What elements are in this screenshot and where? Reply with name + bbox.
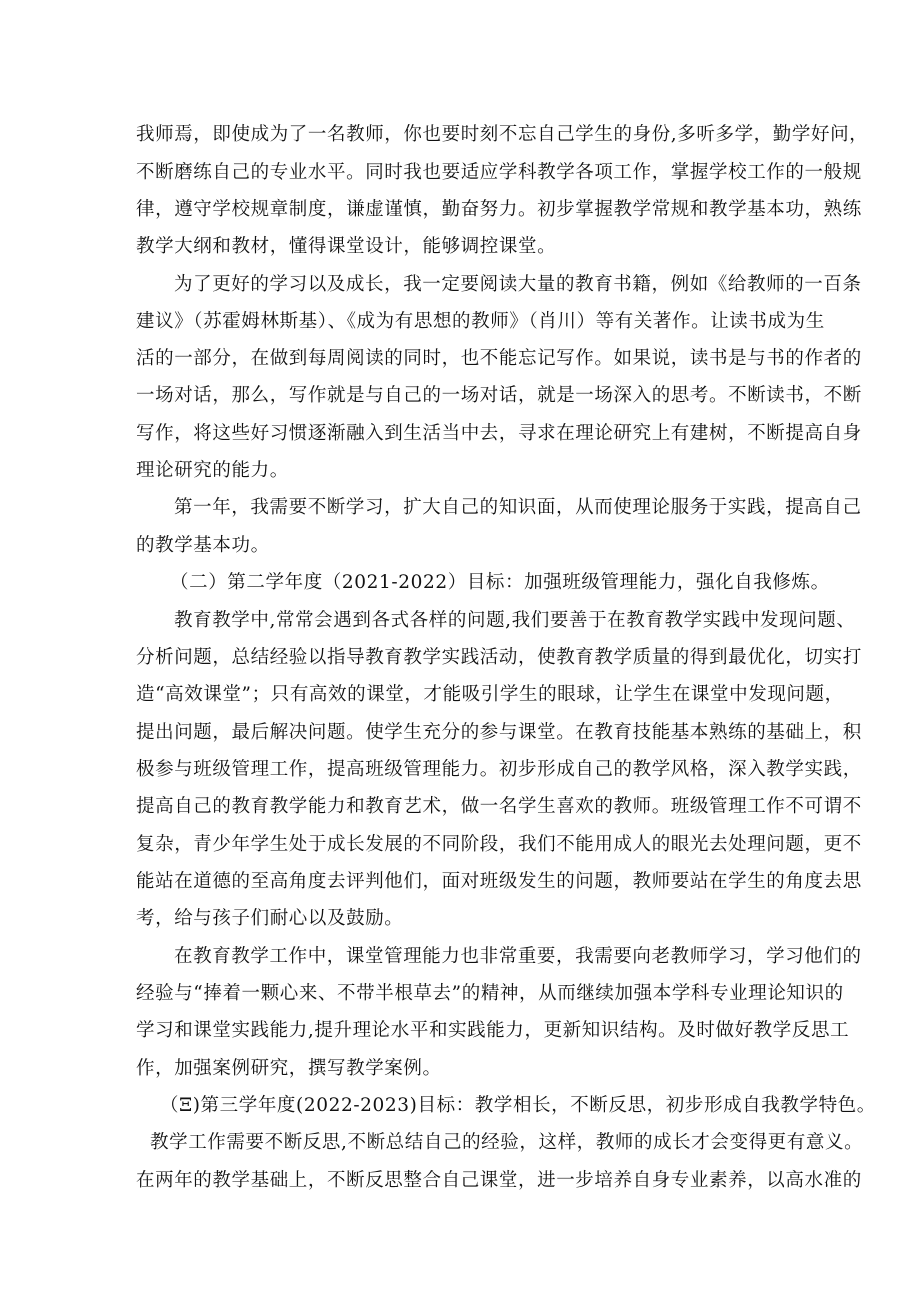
line-20: 复杂，青少年学生处于成长发展的不同阶段，我们不能用成人的眼光去处理问题，更不 [136,834,862,855]
line-2: 不断磨练自己的专业水平。同时我也要适应学科教学各项工作，掌握学校工作的一般规 [136,162,862,183]
line-22: 考，给与孩子们耐心以及鼓励。 [136,908,404,929]
line-23: 在教育教学工作中，课堂管理能力也非常重要，我需要向老教师学习，学习他们的 [174,946,862,967]
line-25: 学习和课堂实践能力,提升理论水平和实践能力，更新知识结构。及时做好教学反思工 [136,1020,850,1041]
line-27: （Ξ)第三学年度(2022-2023)目标：教学相长，不断反思，初步形成自我教学特色。 [160,1095,876,1116]
line-1: 我师焉，即使成为了一名教师，你也要时刻不忘自己学生的身份,多听多学，勤学好问， [136,124,869,145]
line-16: 造“高效课堂”；只有高效的课堂，才能吸引学生的眼球，让学生在课堂中发现问题， [136,684,844,705]
line-24: 经验与“捧着一颗心来、不带半根草去”的精神，从而继续加强本学科专业理论知识的 [136,983,844,1004]
line-18: 极参与班级管理工作，提高班级管理能力。初步形成自己的教学风格，深入教学实践， [136,759,862,780]
line-19: 提高自己的教育教学能力和教育艺术，做一名学生喜欢的教师。班级管理工作不可谓不 [136,796,862,817]
line-29: 在两年的教学基础上，不断反思整合自己课堂，进一步培养自身专业素养，以高水准的 [136,1170,862,1191]
line-9: 写作，将这些好习惯逐渐融入到生活当中去，寻求在理论研究上有建树，不断提高自身 [136,423,862,444]
line-26: 作，加强案例研究，撰写教学案例。 [136,1058,442,1079]
line-14: 教育教学中,常常会遇到各式各样的问题,我们要善于在教育教学实践中发现问题、 [174,610,856,631]
line-15: 分析问题，总结经验以指导教育教学实践活动，使教育教学质量的得到最优化，切实打 [136,647,862,668]
line-3: 律，遵守学校规章制度，谦虚谨慎，勤奋努力。初步掌握教学常规和教学基本功，熟练 [136,199,862,220]
line-7: 活的一部分，在做到每周阅读的同时，也不能忘记写作。如果说，读书是与书的作者的 [136,348,862,369]
line-6: 建议》（苏霍姆林斯基）、《成为有思想的教师》（肖川）等有关著作。让读书成为生 [136,311,825,332]
line-12: 的教学基本功。 [136,535,270,556]
line-21: 能站在道德的至高角度去评判他们，面对班级发生的问题，教师要站在学生的角度去思 [136,871,862,892]
line-5: 为了更好的学习以及成长，我一定要阅读大量的教育书籍，例如《给教师的一百条 [174,274,862,295]
line-11: 第一年，我需要不断学习，扩大自己的知识面，从而使理论服务于实践，提高自己 [174,497,862,518]
line-13: （二）第二学年度（2021-2022）目标：加强班级管理能力，强化自我修炼。 [170,572,830,593]
line-28: 教学工作需要不断反思,不断总结自己的经验，这样，教师的成长才会变得更有意义。 [150,1132,864,1153]
line-8: 一场对话，那么，写作就是与自己的一场对话，就是一场深入的思考。不断读书，不断 [136,385,862,406]
line-17: 提出问题，最后解决问题。使学生充分的参与课堂。在教育技能基本熟练的基础上，积 [136,722,862,743]
line-10: 理论研究的能力。 [136,460,289,481]
line-4: 教学大纲和教材，懂得课堂设计，能够调控课堂。 [136,236,557,257]
